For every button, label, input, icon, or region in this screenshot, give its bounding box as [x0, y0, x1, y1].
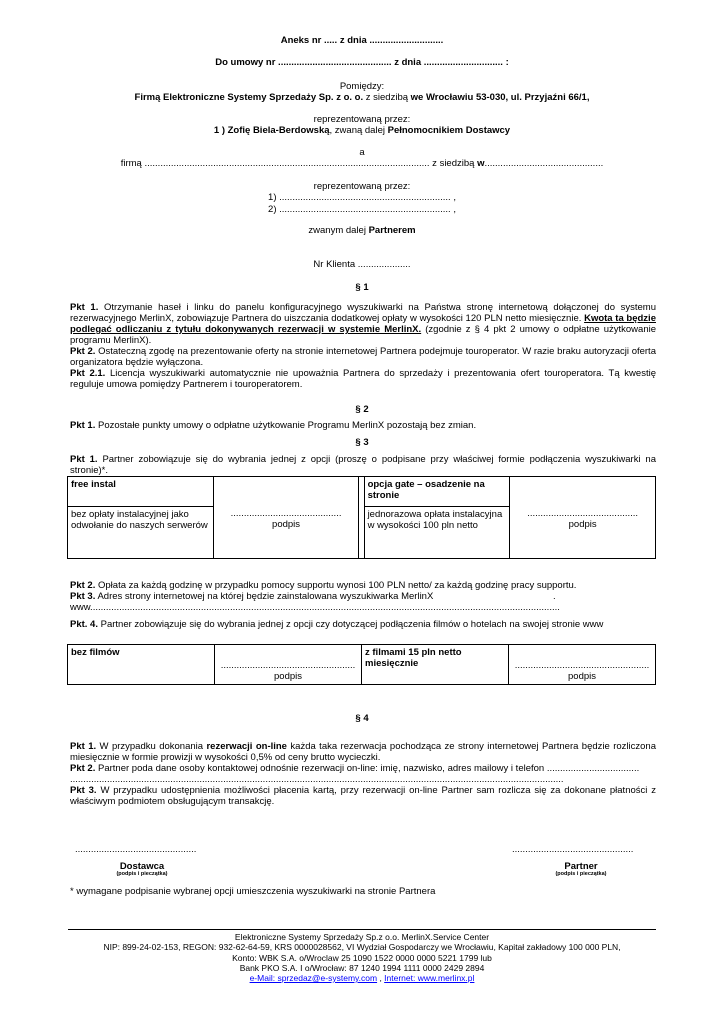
s3-pkt3: [70, 591, 656, 602]
option-videos-signature[interactable]: [509, 645, 656, 685]
s4-pkt1-text-b: każda taka rezerwacja pochodząca ze strony internetowej Partnera będzie rozliczona miesięcznie w formie prowizji w wysokości 0,5% od ceny brutto wycieczki.: [70, 741, 656, 763]
company-seat-label: z siedzibą: [365, 92, 409, 103]
s3-pkt4: [70, 619, 656, 630]
signature-label: podpis: [274, 671, 302, 682]
company-line: [0, 92, 724, 103]
footer-separator: ,: [377, 973, 385, 983]
s4-pkt1-text-a: W przypadku dokonania: [96, 741, 207, 752]
option-no-videos-title: bez filmów: [68, 645, 215, 685]
s3-pkt2-label: Pkt 2.: [70, 580, 96, 591]
s4-pkt2: [70, 763, 656, 774]
supplier-label: Dostawca: [119, 861, 165, 872]
section-4-body: [70, 741, 656, 807]
footer-contact: [0, 973, 724, 983]
s3-pkt2-3: [70, 580, 656, 613]
section-1-body: [70, 302, 656, 390]
representative-role: Pełnomocnikiem Dostawcy: [387, 125, 511, 136]
website-address-field[interactable]: www..................................................................................................................................................................................: [70, 602, 560, 613]
s3-pkt4-label: Pkt. 4.: [70, 619, 98, 630]
footer-divider: [68, 929, 656, 930]
website-link[interactable]: Internet: www.merlinx.pl: [384, 973, 475, 983]
option-gate-desc: jednorazowa opłata instalacyjna w wysokości 100 pln netto: [364, 507, 510, 559]
annex-title: Aneks nr ..... z dnia ............................: [280, 35, 444, 46]
s3-pkt1-text: Partner zobowiązuje się do wybrania jednej z opcji (proszę o podpisane przy właściwej formie podłączenia wyszukiwarki na stronie)*.: [70, 454, 656, 476]
supplier-signature-line[interactable]: ..............................................: [75, 844, 197, 855]
s3-pkt3-label: Pkt 3.: [70, 591, 96, 602]
representative-called: , zwaną dalej: [329, 125, 388, 136]
footer-bank-1: Konto: WBK S.A. o/Wroclaw 25 1090 1522 0000 0000 5221 1799 lub: [232, 953, 492, 963]
s3-pkt3-text: Adres strony internetowej na której będzie zainstalowana wyszukiwarka MerlinX: [95, 591, 434, 602]
partner-called-line: [0, 225, 724, 236]
company-name: Firmą Elektroniczne Systemy Sprzedaży Sp. z o. o.: [134, 92, 364, 103]
s2-pkt1-text: Pozostałe punkty umowy o odpłatne użytkowanie Programu MerlinX pozostają bez zmian.: [95, 420, 477, 431]
video-options-table: [67, 644, 656, 685]
partner-label: Partner: [564, 861, 598, 872]
rep-line-1: 1) ................................................................. ,: [268, 192, 456, 203]
s3-pkt2: [70, 580, 656, 591]
company-address: we Wrocławiu 53-030, ul. Przyjaźni 66/1,: [410, 92, 590, 103]
s4-pkt2-text: Partner poda dane osoby kontaktowej odnośnie rezerwacji on-line: imię, nazwisko, adres mailowy i telefon ...................................: [95, 763, 640, 774]
s4-pkt3-text: W przypadku udostępnienia możliwości płacenia kartą, przy rezerwacji on-line Partner sam rozlicza się za dokonane płatności z właściwym podmiotem obsługującym transakcję.: [70, 785, 656, 807]
representative-name: 1 ) Zofię Biela-Berdowską: [213, 125, 330, 136]
s1-pkt1: [70, 302, 656, 346]
s1-pkt21: [70, 368, 656, 390]
signature-dots: ...................................................: [514, 660, 650, 671]
firm-dots: ............................................................................................................ z siedzibą: [144, 158, 478, 169]
option-gate-title: opcja gate – osadzenie na stronie: [364, 477, 510, 507]
section-4-heading: § 4: [355, 713, 369, 724]
s1-pkt2-label: Pkt 2.: [70, 346, 96, 357]
firm-line: [0, 158, 724, 169]
partner-called: zwanym dalej: [308, 225, 369, 236]
represented-by-label-2: reprezentowaną przez:: [313, 181, 411, 192]
rep-line-2: 2) ................................................................. ,: [268, 204, 456, 215]
s1-pkt1-label: Pkt 1.: [70, 302, 99, 313]
s3-pkt2-text: Opłata za każdą godzinę w przypadku pomocy supportu wynosi 100 PLN netto/ za każdą godzinę pracy supportu.: [95, 580, 577, 591]
section-2-heading: § 2: [355, 404, 369, 415]
s4-pkt3: [70, 785, 656, 807]
footer-registration: NIP: 899-24-02-153, REGON: 932-62-64-59, KRS 0000028562, VI Wydział Gospodarczy we Wrocławiu, Kapitał zakładowy 100 000 PLN,: [103, 942, 621, 952]
s4-pkt2-label: Pkt 2.: [70, 763, 96, 774]
option-videos-title: z filmami 15 pln netto miesięcznie: [362, 645, 509, 685]
s4-pkt1-bold: rezerwacji on-line: [206, 741, 287, 752]
agreement-reference: Do umowy nr ........................................... z dnia .............................. :: [215, 57, 509, 68]
contact-person-field[interactable]: ...........................................................................................................................................................................................: [70, 774, 564, 785]
s1-pkt1-text: Otrzymanie haseł i linku do panelu konfiguracyjnego wyszukiwarki na Państwa stronę internetową dołączonej do systemu rezerwacyjnego MerlinX, zobowiązuje Partnera do uiszczania dodatkowej opłaty w wysokości 120 PLN netto miesięcznie.: [70, 302, 656, 324]
footer-bank-2: Bank PKO S.A. I o/Wrocław: 87 1240 1994 1111 0000 2429 2894: [239, 963, 485, 973]
partner-signature-line[interactable]: ..............................................: [512, 844, 634, 855]
client-number: Nr Klienta ....................: [313, 259, 411, 270]
install-options-table: [67, 476, 656, 559]
option-gate-signature[interactable]: [510, 477, 656, 559]
s1-pkt21-label: Pkt 2.1.: [70, 368, 106, 379]
s1-pkt2-text: Ostateczną zgodę na prezentowanie oferty na stronie internetowej Partnera podejmuje touroperator. W razie braku autoryzacji oferta organizatora będzie wyłączona.: [70, 346, 656, 368]
s1-pkt1-tail: (zgodnie z § 4 pkt 2 umowy o odpłatne użytkowanie programu MerlinX).: [70, 324, 656, 346]
section-1-heading: § 1: [355, 282, 369, 293]
firm-label: firmą: [120, 158, 145, 169]
email-link[interactable]: e-Mail: sprzedaz@e-systemy.com: [249, 973, 378, 983]
firm-seat-dots: .............................................: [484, 158, 604, 169]
firm-seat-w: w: [477, 158, 485, 169]
partner-stamp-note: (podpis i pieczątka): [555, 871, 607, 877]
signature-label: podpis: [272, 519, 301, 530]
s1-pkt21-text: Licencja wyszukiwarki automatycznie nie upoważnia Partnera do sprzedaży i prezentowania ofert touroperatora. Tą kwestię reguluje umowa pomiędzy Partnerem i touroperatorem.: [70, 368, 656, 390]
between-label: Pomiędzy:: [339, 81, 385, 92]
signature-dots: ...................................................: [220, 660, 356, 671]
s4-pkt1: [70, 741, 656, 763]
s3-pkt1-label: Pkt 1.: [70, 454, 98, 465]
signature-label: podpis: [568, 519, 597, 530]
footnote: * wymagane podpisanie wybranej opcji umieszczenia wyszukiwarki na stronie Partnera: [70, 886, 436, 897]
s3-pkt4-text: Partner zobowiązuje się do wybrania jednej z opcji czy dotyczącej podłączenia filmów o hotelach na swojej stronie www: [98, 619, 604, 630]
s3-pkt3-dot: .: [553, 591, 556, 602]
option-free-instal-signature[interactable]: [213, 477, 359, 559]
s1-pkt1-bold: Kwota ta będzie podlegać odliczaniu z tytułu dokonywanych rezerwacji w systemie MerlinX.: [70, 313, 656, 335]
s2-pkt1-label: Pkt 1.: [70, 420, 96, 431]
footer-company: Elektroniczne Systemy Sprzedaży Sp.z o.o. MerlinX.Service Center: [234, 932, 490, 942]
section-3-heading: § 3: [355, 437, 369, 448]
s4-pkt3-label: Pkt 3.: [70, 785, 97, 796]
represented-by-label: reprezentowaną przez:: [313, 114, 411, 125]
s4-pkt1-label: Pkt 1.: [70, 741, 97, 752]
s1-pkt2: [70, 346, 656, 368]
and-label: a: [359, 147, 365, 158]
option-free-instal-desc: bez opłaty instalacyjnej jako odwołanie do naszych serwerów: [68, 507, 214, 559]
partner-word: Partnerem: [368, 225, 416, 236]
supplier-stamp-note: (podpis i pieczątka): [116, 871, 168, 877]
signature-dots: ..........................................: [527, 508, 639, 519]
option-no-videos-signature[interactable]: [215, 645, 362, 685]
signature-label: podpis: [568, 671, 596, 682]
representative-line: [0, 125, 724, 136]
s3-pkt1: [70, 454, 656, 476]
s2-pkt1: [70, 420, 656, 431]
option-free-instal-title: free instal: [68, 477, 214, 507]
signature-dots: ..........................................: [230, 508, 342, 519]
